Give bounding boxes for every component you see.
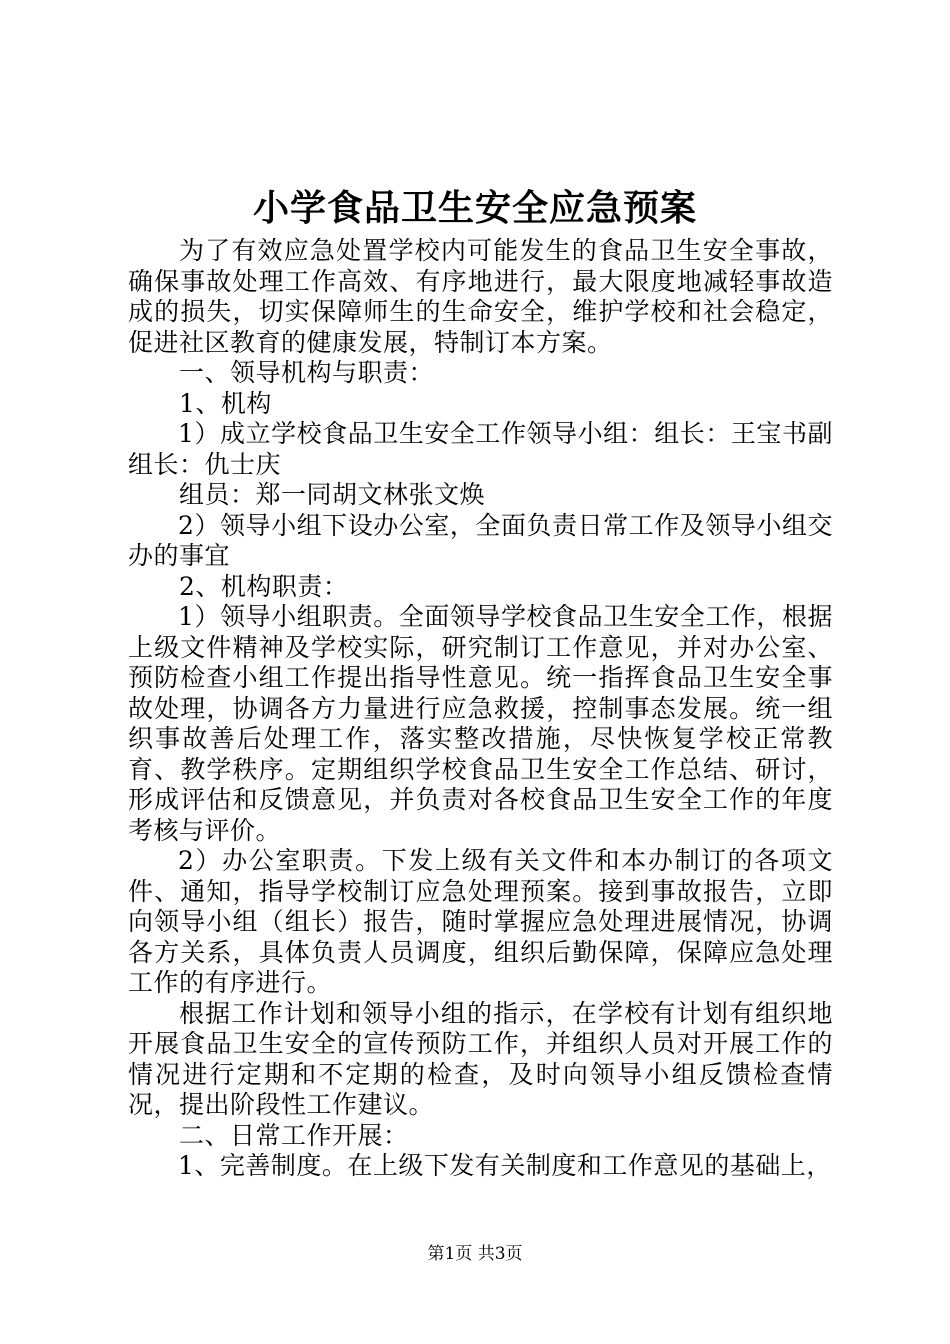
paragraph-improve-system: 1、完善制度。在上级下发有关制度和工作意见的基础上， <box>178 1151 832 1180</box>
paragraph-leadership-group: 1）成立学校食品卫生安全工作领导小组：组长：王宝书副组长：仇士庆 <box>128 419 833 479</box>
paragraph-intro: 为了有效应急处置学校内可能发生的食品卫生安全事故，确保事故处理工作高效、有序地进行，最大限度地减轻事故造成的损失，切实保障师生的生命安全，维护学校和社会稳定，促进社区教育的健康发展，特制订本方案。 <box>128 236 833 357</box>
page-number-footer: 第1页 共3页 <box>427 1244 523 1264</box>
paragraph-members: 组员：郑一同胡文林张文焕 <box>179 480 486 509</box>
heading-section-1: 一、领导机构与职责： <box>179 358 435 387</box>
paragraph-office-duties: 2）办公室职责。下发上级有关文件和本办制订的各项文件、通知，指导学校制订应急处理预案。接到事故报告，立即向领导小组（组长）报告，随时掌握应急处理进展情况，协调各方关系，具体负责人员调度，组织后勤保障，保障应急处理工作的有序进行。 <box>128 846 833 997</box>
document-body <box>128 236 833 1182</box>
paragraph-work-plan: 根据工作计划和领导小组的指示，在学校有计划有组织地开展食品卫生安全的宣传预防工作，并组织人员对开展工作的情况进行定期和不定期的检查，及时向领导小组反馈检查情况，提出阶段性工作建议。 <box>128 998 833 1119</box>
heading-duties: 2、机构职责： <box>179 571 349 601</box>
document-title: 小学食品卫生安全应急预案 <box>252 188 697 229</box>
heading-organization: 1、机构 <box>179 388 272 418</box>
paragraph-group-duties: 1）领导小组职责。全面领导学校食品卫生安全工作，根据上级文件精神及学校实际，研究制订工作意见，并对办公室、预防检查小组工作提出指导性意见。统一指挥食品卫生安全事故处理，协调各方力量进行应急救援，控制事态发展。统一组织事故善后处理工作，落实整改措施，尽快恢复学校正常教育、教学秩序。定期组织学校食品卫生安全工作总结、研讨，形成评估和反馈意见，并负责对各校食品卫生安全工作的年度考核与评价。 <box>128 602 833 845</box>
paragraph-office: 2）领导小组下设办公室，全面负责日常工作及领导小组交办的事宜 <box>128 510 833 570</box>
heading-section-2: 二、日常工作开展： <box>179 1120 409 1150</box>
